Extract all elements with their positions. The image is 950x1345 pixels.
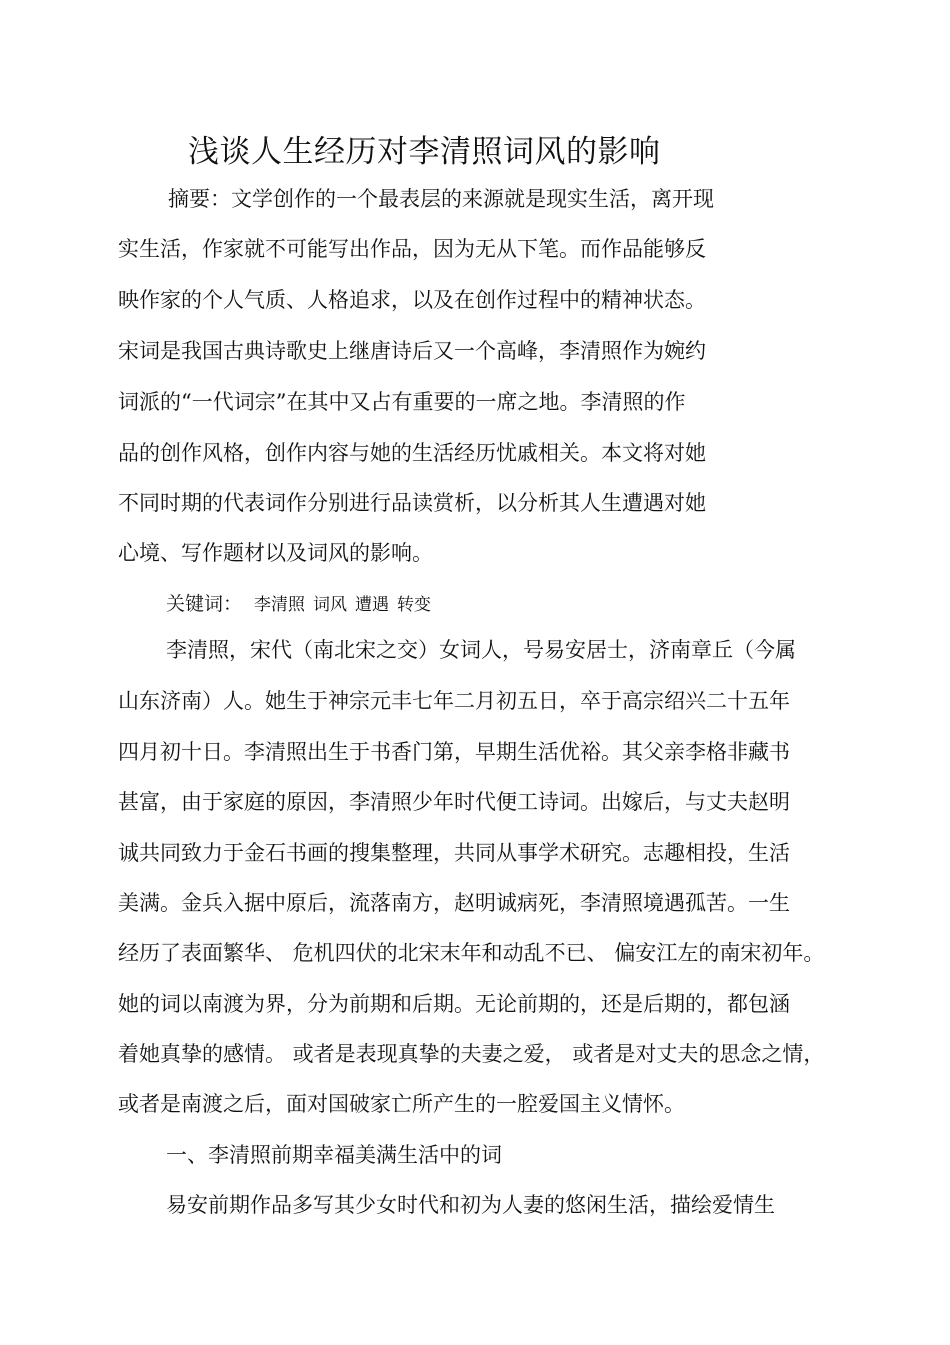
keywords-line — [166, 590, 431, 618]
keywords-label: 关键词： — [166, 593, 243, 615]
body-line: 她的词以南渡为界，分为前期和后期。无论前期的，还是后期的，都包涵 — [118, 992, 790, 1016]
body-line: 甚富，由于家庭的原因，李清照少年时代便工诗词。出嫁后，与丈夫赵明 — [118, 790, 790, 814]
body-line: 或者是南渡之后，面对国破家亡所产生的一腔爱国主义情怀。 — [118, 1092, 685, 1116]
body-line: 四月初十日。李清照出生于书香门第，早期生活优裕。其父亲李格非藏书 — [118, 740, 790, 764]
abstract-line: 摘要：文学创作的一个最表层的来源就是现实生活，离开现 — [168, 187, 714, 211]
body-line: 李清照，宋代（南北宋之交）女词人，号易安居士，济南章丘（今属 — [166, 638, 796, 662]
body-line: 着她真挚的感情。 或者是表现真挚的夫妻之爱， 或者是对丈夫的思念之情， — [118, 1042, 825, 1066]
abstract-line: 宋词是我国古典诗歌史上继唐诗后又一个高峰，李清照作为婉约 — [118, 339, 706, 363]
keyword: 转变 — [397, 595, 432, 615]
body-line: 美满。金兵入据中原后，流落南方，赵明诚病死，李清照境遇孤苦。一生 — [118, 891, 790, 915]
abstract-line: 映作家的个人气质、人格追求，以及在创作过程中的精神状态。 — [118, 288, 706, 312]
abstract-line: 品的创作风格，创作内容与她的生活经历忧戚相关。本文将对她 — [118, 441, 706, 465]
body-line: 经历了表面繁华、 危机四伏的北宋末年和动乱不已、 偏安江左的南宋初年。 — [118, 941, 825, 965]
body-line: 诚共同致力于金石书画的搜集整理，共同从事学术研究。志趣相投，生活 — [118, 841, 790, 865]
keyword: 遭遇 — [355, 595, 390, 615]
abstract-line: 词派的“一代词宗”在其中又占有重要的一席之地。李清照的作 — [118, 390, 686, 414]
keyword: 李清照 — [254, 595, 306, 615]
abstract-line: 心境、写作题材以及词风的影响。 — [118, 541, 433, 565]
body-line: 山东济南）人。她生于神宗元丰七年二月初五日，卒于高宗绍兴二十五年 — [118, 689, 790, 713]
section-line: 易安前期作品多写其少女时代和初为人妻的悠闲生活，描绘爱情生 — [166, 1193, 775, 1217]
document-title: 浅谈人生经历对李清照词风的影响 — [188, 134, 661, 170]
section-heading: 一、李清照前期幸福美满生活中的词 — [166, 1143, 502, 1167]
keyword: 词风 — [313, 595, 348, 615]
abstract-line: 不同时期的代表词作分别进行品读赏析，以分析其人生遭遇对她 — [118, 491, 706, 515]
abstract-line: 实生活，作家就不可能写出作品，因为无从下笔。而作品能够反 — [118, 237, 706, 261]
